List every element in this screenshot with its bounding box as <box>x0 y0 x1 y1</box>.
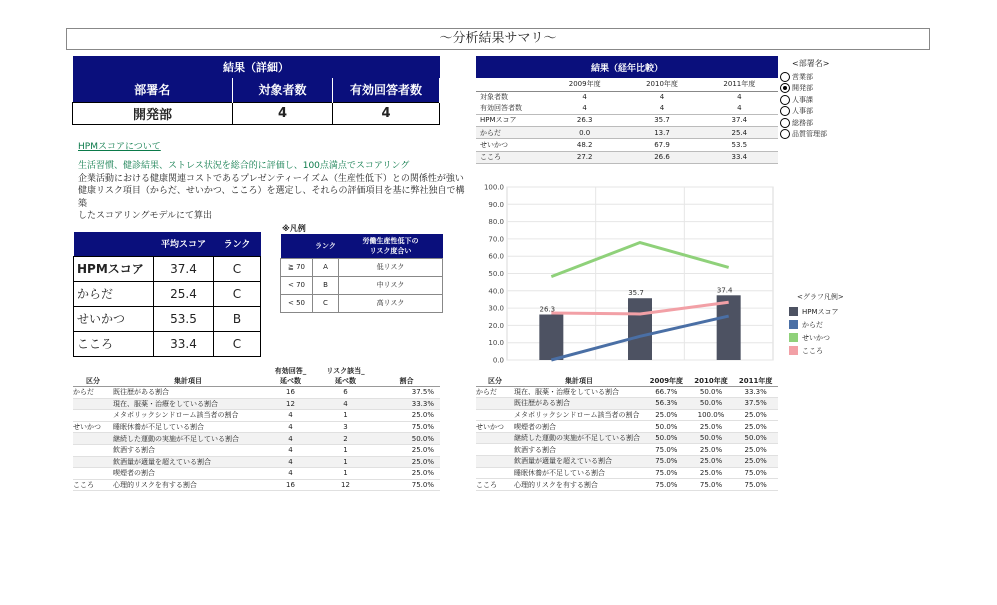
score-value: 33.4 <box>154 331 214 356</box>
department-label: 品質管理部 <box>792 130 827 139</box>
table-row <box>476 432 778 444</box>
agg-risk: 6 <box>318 387 373 399</box>
agg-pct: 25.0% <box>373 456 440 468</box>
score-rank: C <box>214 331 261 356</box>
legend-rank: B <box>313 276 339 294</box>
agg-item: 睡眠休養が不足している割合 <box>113 421 263 433</box>
agg-risk: 1 <box>318 456 373 468</box>
legend-item <box>789 331 844 344</box>
detail-dept-value: 開発部 <box>73 102 233 124</box>
agg-pct: 75.0% <box>373 421 440 433</box>
legend-cond: ≧ 70 <box>281 258 313 276</box>
agg-header-risk-line1: リスク該当_ <box>326 367 365 375</box>
score-rank: C <box>214 281 261 306</box>
agg-risk: 12 <box>318 479 373 491</box>
yagg-value: 25.0% <box>689 467 734 479</box>
department-option[interactable] <box>780 94 829 106</box>
agg-cat <box>73 433 113 445</box>
yagg-cat <box>476 409 514 421</box>
department-label: 人事部 <box>792 107 813 116</box>
yearly-value: 35.7 <box>623 114 700 126</box>
agg-item: 継続した運動の実施が不足している割合 <box>113 433 263 445</box>
hpm-desc-line2: 企業活動における健康関連コストであるプレゼンティーイズム（生産性低下）との関係性が強い <box>78 173 464 184</box>
chart-svg <box>479 181 779 368</box>
yearly-label: こころ <box>476 151 546 163</box>
yagg-value: 75.0% <box>644 467 689 479</box>
radio-button[interactable] <box>780 129 790 139</box>
detail-header-valid: 有効回答者数 <box>333 78 440 102</box>
yagg-value: 37.5% <box>733 398 778 410</box>
legend-cond: < 50 <box>281 294 313 312</box>
yagg-cat <box>476 456 514 468</box>
score-label: せいかつ <box>74 306 154 331</box>
agg-risk: 3 <box>318 421 373 433</box>
hpm-desc-line3: 健康リスク項目（からだ、せいかつ、こころ）を選定し、それらの評価項目を基に弊社独自で構築 <box>78 186 465 209</box>
legend-swatch <box>789 307 798 316</box>
agg-item: 飲酒する割合 <box>113 444 263 456</box>
table-row <box>73 479 440 491</box>
yagg-value: 25.0% <box>733 409 778 421</box>
score-rank: C <box>214 256 261 281</box>
yearly-chart <box>479 181 779 368</box>
legend-rank: C <box>313 294 339 312</box>
chart-legend <box>789 292 844 357</box>
radio-button-selected[interactable] <box>780 83 790 93</box>
department-option[interactable] <box>780 117 829 129</box>
agg-cat <box>73 456 113 468</box>
agg-valid: 4 <box>263 433 318 445</box>
radio-button[interactable] <box>780 118 790 128</box>
yearly-value: 26.3 <box>546 114 623 126</box>
yearly-value: 48.2 <box>546 139 623 151</box>
data-label: 35.7 <box>628 289 644 298</box>
score-value: 37.4 <box>154 256 214 281</box>
table-row <box>73 433 440 445</box>
yearly-year: 2010年度 <box>623 78 700 91</box>
yagg-value: 100.0% <box>689 409 734 421</box>
legend-rank: A <box>313 258 339 276</box>
yagg-value: 25.0% <box>689 421 734 433</box>
department-option[interactable] <box>780 129 829 141</box>
agg-header-item: 集計項目 <box>113 366 263 387</box>
yearly-row <box>476 103 778 115</box>
score-label: こころ <box>74 331 154 356</box>
score-header-rank: ランク <box>214 232 261 256</box>
legend-swatch <box>789 346 798 355</box>
detail-caption: 結果（詳細） <box>73 56 440 78</box>
agg-cat <box>73 468 113 480</box>
agg-valid: 4 <box>263 444 318 456</box>
data-label: 26.3 <box>539 305 556 314</box>
yagg-cat: からだ <box>476 386 514 398</box>
legend-risk: 低リスク <box>339 258 443 276</box>
yagg-value: 25.0% <box>733 444 778 456</box>
table-row <box>73 421 440 433</box>
yagg-item: 喫煙者の割合 <box>514 421 644 433</box>
agg-header-valid-line2: 延べ数 <box>280 377 301 385</box>
yearly-value: 37.4 <box>701 114 778 126</box>
score-label: HPMスコア <box>74 256 154 281</box>
yagg-item: メタボリックシンドローム該当者の割合 <box>514 409 644 421</box>
yagg-item: 飲酒する割合 <box>514 444 644 456</box>
y-tick-label: 90.0 <box>488 200 504 209</box>
score-table <box>73 232 261 357</box>
yearly-value: 25.4 <box>701 126 778 138</box>
yagg-value: 50.0% <box>733 432 778 444</box>
table-row <box>73 387 440 399</box>
yagg-value: 56.3% <box>644 398 689 410</box>
y-tick-label: 80.0 <box>488 218 504 227</box>
legend-header-risk-line2: リスク度合い <box>369 246 412 255</box>
y-tick-label: 60.0 <box>488 252 504 261</box>
agg-item: 既往歴がある割合 <box>113 387 263 399</box>
agg-pct: 50.0% <box>373 433 440 445</box>
legend-caption: ※凡例 <box>282 224 306 233</box>
agg-risk: 4 <box>318 398 373 410</box>
yearly-value: 4 <box>659 93 665 101</box>
hpm-description <box>78 160 468 223</box>
score-row <box>74 281 261 306</box>
legend-cond: < 70 <box>281 276 313 294</box>
legend-item <box>789 344 844 357</box>
table-row <box>476 479 778 491</box>
yearly-row <box>476 126 778 138</box>
agg-risk: 2 <box>318 433 373 445</box>
department-label: 営業部 <box>792 72 813 81</box>
yearly-value: 4 <box>582 93 587 101</box>
agg-pct: 37.5% <box>373 387 440 399</box>
yearly-value: 4 <box>737 93 742 101</box>
legend-item <box>789 305 844 318</box>
agg-pct: 75.0% <box>373 479 440 491</box>
table-row <box>476 444 778 456</box>
chart-legend-caption: <グラフ凡例> <box>797 293 844 301</box>
legend-label: からだ <box>802 320 823 329</box>
agg-item: メタボリックシンドローム該当者の割合 <box>113 410 263 422</box>
table-row <box>476 386 778 398</box>
yagg-value: 25.0% <box>733 456 778 468</box>
department-label: 開発部 <box>792 84 813 93</box>
agg-item: 心理的リスクを有する割合 <box>113 479 263 491</box>
agg-pct: 25.0% <box>373 444 440 456</box>
yagg-value: 50.0% <box>644 432 689 444</box>
yagg-value: 75.0% <box>689 479 734 491</box>
yearly-caption: 結果（経年比較） <box>476 56 778 78</box>
agg-valid: 12 <box>263 398 318 410</box>
yagg-header-year: 2010年度 <box>689 374 734 386</box>
agg-cat: からだ <box>73 387 113 399</box>
legend-swatch <box>789 333 798 342</box>
agg-risk: 1 <box>318 468 373 480</box>
department-option[interactable] <box>780 106 829 118</box>
legend-row <box>281 258 443 276</box>
agg-header-risk <box>318 366 373 387</box>
table-row <box>476 467 778 479</box>
yearly-value: 53.5 <box>701 139 778 151</box>
score-label: からだ <box>74 281 154 306</box>
agg-item: 現在、服薬・治療をしている割合 <box>113 398 263 410</box>
legend-item <box>789 318 844 331</box>
yagg-value: 25.0% <box>689 444 734 456</box>
score-value: 25.4 <box>154 281 214 306</box>
score-row <box>74 331 261 356</box>
yagg-value: 50.0% <box>689 386 734 398</box>
table-row <box>476 398 778 410</box>
yearly-row <box>476 139 778 151</box>
department-label: 総務部 <box>792 118 813 127</box>
agg-valid: 16 <box>263 387 318 399</box>
yagg-header-cat: 区分 <box>476 374 514 386</box>
yearly-label: せいかつ <box>476 139 546 151</box>
yagg-value: 75.0% <box>733 467 778 479</box>
y-tick-label: 10.0 <box>488 339 504 348</box>
yearly-label: 有効回答者数 <box>480 104 522 112</box>
score-header-avg: 平均スコア <box>154 232 214 256</box>
detail-header-target: 対象者数 <box>233 78 333 102</box>
legend-header-risk <box>339 234 443 258</box>
yearly-row <box>476 114 778 126</box>
yearly-value: 67.9 <box>623 139 700 151</box>
legend-label: せいかつ <box>802 333 830 342</box>
aggregate-table <box>73 366 440 491</box>
yagg-cat: こころ <box>476 479 514 491</box>
detail-header-dept: 部署名 <box>73 78 233 102</box>
yagg-item: 現在、服薬・治療をしている割合 <box>514 386 644 398</box>
yearly-row <box>476 151 778 163</box>
yearly-value: 4 <box>659 104 665 112</box>
y-tick-label: 100.0 <box>483 183 504 192</box>
yagg-value: 75.0% <box>644 456 689 468</box>
yearly-value: 4 <box>582 104 587 112</box>
agg-pct: 33.3% <box>373 398 440 410</box>
rank-legend-table <box>280 234 443 313</box>
agg-risk: 1 <box>318 410 373 422</box>
bar <box>717 295 741 360</box>
agg-item: 喫煙者の割合 <box>113 468 263 480</box>
bar <box>628 298 652 360</box>
agg-cat <box>73 410 113 422</box>
yagg-value: 25.0% <box>644 409 689 421</box>
score-row <box>74 256 261 281</box>
yagg-cat <box>476 432 514 444</box>
table-row <box>476 456 778 468</box>
yagg-item: 飲酒量が適量を超えている割合 <box>514 456 644 468</box>
yagg-header-year: 2009年度 <box>644 374 689 386</box>
data-label: 37.4 <box>716 286 733 295</box>
legend-risk: 中リスク <box>339 276 443 294</box>
agg-header-risk-line2: 延べ数 <box>335 377 356 385</box>
yagg-value: 66.7% <box>644 386 689 398</box>
radio-button[interactable] <box>780 106 790 116</box>
legend-row <box>281 276 443 294</box>
bar <box>539 315 563 360</box>
yagg-value: 50.0% <box>689 432 734 444</box>
detail-table <box>72 56 440 125</box>
score-value: 53.5 <box>154 306 214 331</box>
agg-cat <box>73 444 113 456</box>
yearly-year: 2011年度 <box>701 78 778 91</box>
agg-pct: 25.0% <box>373 410 440 422</box>
yearly-aggregate-table <box>476 374 778 491</box>
yagg-value: 75.0% <box>644 444 689 456</box>
y-tick-label: 20.0 <box>488 321 504 330</box>
agg-cat: せいかつ <box>73 421 113 433</box>
agg-valid: 4 <box>263 421 318 433</box>
agg-valid: 4 <box>263 456 318 468</box>
yagg-value: 50.0% <box>689 398 734 410</box>
detail-valid-value: 4 <box>333 102 440 124</box>
yagg-value: 25.0% <box>689 456 734 468</box>
yearly-value: 26.6 <box>623 151 700 163</box>
radio-button[interactable] <box>780 95 790 105</box>
legend-row <box>281 294 443 312</box>
score-rank: B <box>214 306 261 331</box>
legend-risk: 高リスク <box>339 294 443 312</box>
yearly-row <box>476 91 778 103</box>
table-row <box>73 444 440 456</box>
yagg-value: 25.0% <box>733 421 778 433</box>
yagg-item: 既往歴がある割合 <box>514 398 644 410</box>
y-tick-label: 50.0 <box>488 270 504 278</box>
yearly-value: 13.7 <box>623 126 700 138</box>
yearly-label: からだ <box>476 126 546 138</box>
table-row <box>73 398 440 410</box>
agg-item: 飲酒量が適量を超えている割合 <box>113 456 263 468</box>
yearly-label: HPMスコア <box>476 114 546 126</box>
department-selector <box>780 58 829 140</box>
table-row <box>73 410 440 422</box>
table-row <box>476 409 778 421</box>
yearly-value: 4 <box>737 104 742 112</box>
yearly-year: 2009年度 <box>546 78 623 91</box>
yagg-value: 75.0% <box>733 479 778 491</box>
legend-header-risk-line1: 労働生産性低下の <box>362 236 419 245</box>
yagg-header-item: 集計項目 <box>514 374 644 386</box>
hpm-desc-line4: したスコアリングモデルにて算出 <box>78 211 213 222</box>
y-tick-label: 30.0 <box>488 304 504 313</box>
table-row <box>73 468 440 480</box>
agg-header-valid <box>263 366 318 387</box>
yagg-header-year: 2011年度 <box>733 374 778 386</box>
agg-cat: こころ <box>73 479 113 491</box>
legend-label: HPMスコア <box>802 307 839 316</box>
agg-valid: 4 <box>263 410 318 422</box>
legend-swatch <box>789 320 798 329</box>
department-option[interactable] <box>780 71 829 83</box>
y-tick-label: 0.0 <box>492 356 504 365</box>
legend-header-rank: ランク <box>313 234 339 258</box>
score-row <box>74 306 261 331</box>
agg-valid: 4 <box>263 468 318 480</box>
yagg-cat: せいかつ <box>476 421 514 433</box>
yearly-label: 対象者数 <box>480 93 508 101</box>
detail-target-value: 4 <box>233 102 333 124</box>
agg-header-cat: 区分 <box>73 366 113 387</box>
radio-button[interactable] <box>780 72 790 82</box>
legend-label: こころ <box>802 346 823 355</box>
agg-header-pct: 割合 <box>373 366 440 387</box>
agg-pct: 25.0% <box>373 468 440 480</box>
hpm-desc-line1: 生活習慣、健診結果、ストレス状況を総合的に評価し、100点満点でスコアリング <box>78 161 410 171</box>
y-tick-label: 70.0 <box>488 235 504 244</box>
yagg-item: 継続した運動の実施が不足している割合 <box>514 432 644 444</box>
page-title: ～分析結果サマリ～ <box>66 28 930 50</box>
yagg-cat <box>476 467 514 479</box>
department-label: 人事課 <box>792 95 813 104</box>
yagg-value: 75.0% <box>644 479 689 491</box>
yearly-value: 33.4 <box>701 151 778 163</box>
yagg-value: 50.0% <box>644 421 689 433</box>
agg-risk: 1 <box>318 444 373 456</box>
table-row <box>73 456 440 468</box>
yagg-value: 33.3% <box>733 386 778 398</box>
yearly-table <box>476 56 778 164</box>
table-row <box>476 421 778 433</box>
yagg-cat <box>476 444 514 456</box>
yagg-item: 睡眠休養が不足している割合 <box>514 467 644 479</box>
yagg-cat <box>476 398 514 410</box>
agg-header-valid-line1: 有効回答_ <box>274 367 307 375</box>
agg-cat <box>73 398 113 410</box>
yagg-item: 心理的リスクを有する割合 <box>514 479 644 491</box>
department-caption: <部署名> <box>792 59 830 68</box>
department-option[interactable] <box>780 83 829 95</box>
yearly-value: 27.2 <box>546 151 623 163</box>
y-tick-label: 40.0 <box>488 287 504 296</box>
agg-valid: 16 <box>263 479 318 491</box>
yearly-value: 0.0 <box>546 126 623 138</box>
hpm-score-link[interactable]: HPMスコアについて <box>78 142 161 152</box>
